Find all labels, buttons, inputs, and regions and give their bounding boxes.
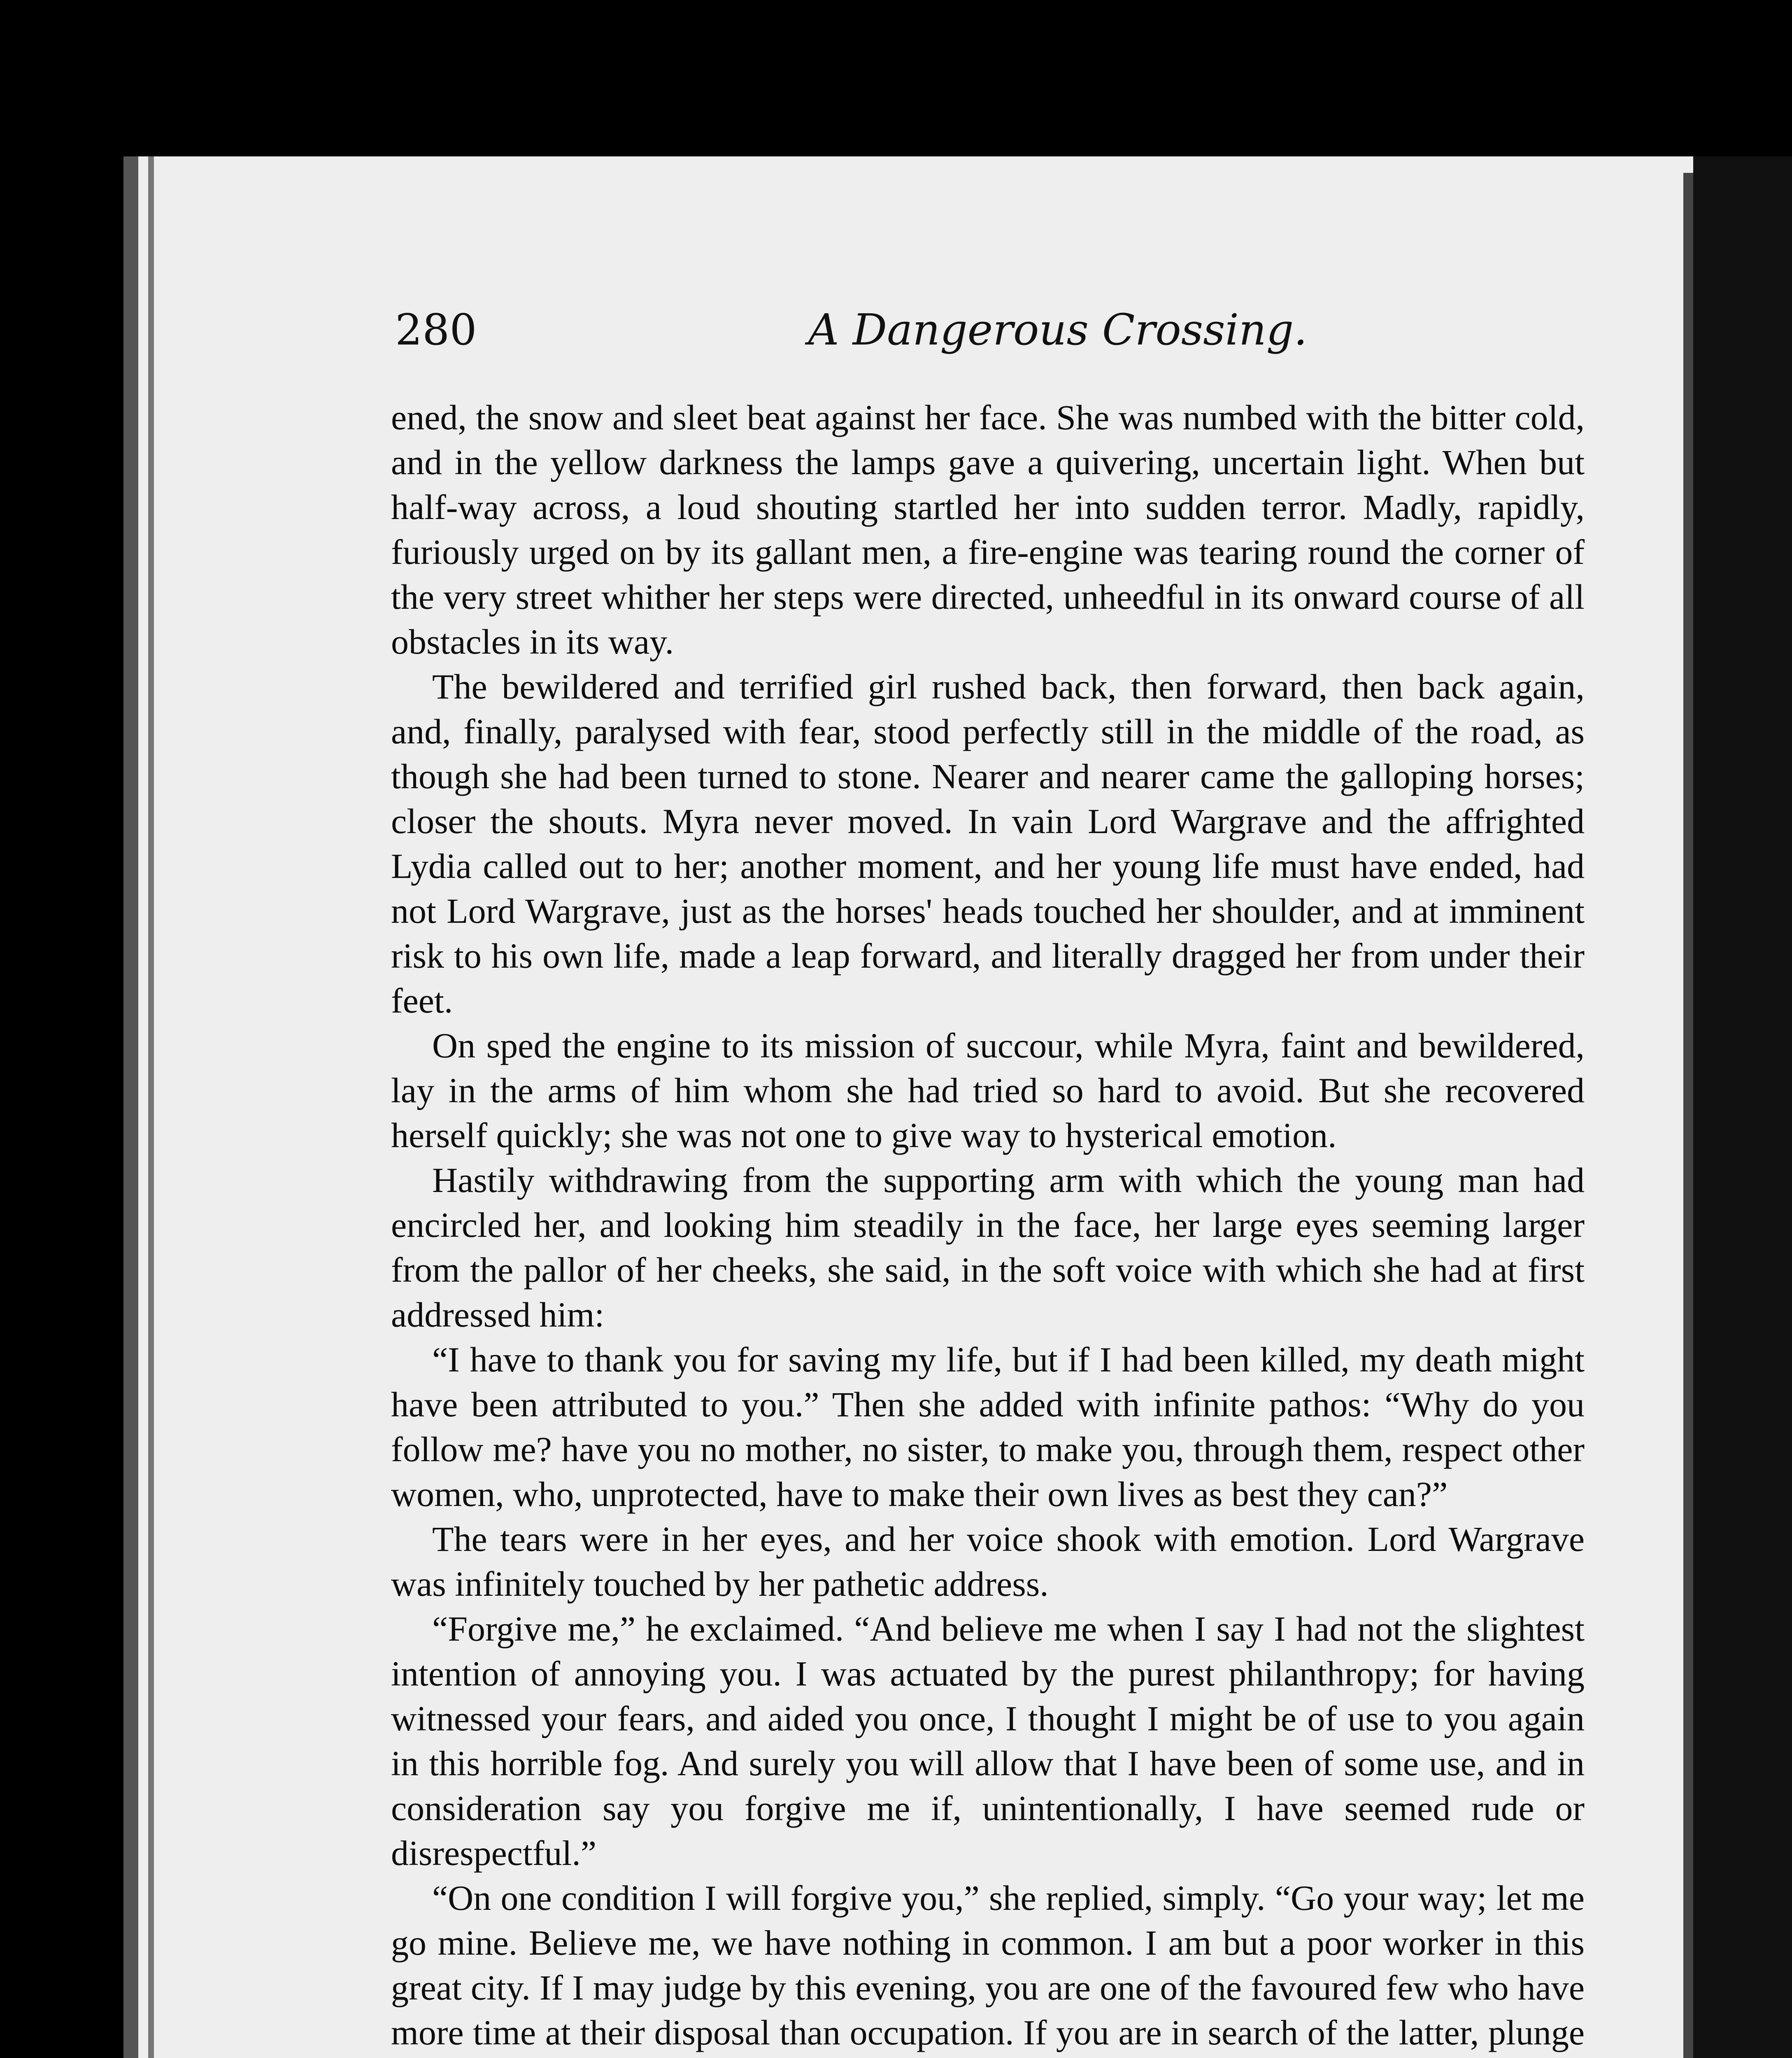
- paragraph: “Forgive me,” he exclaimed. “And believe me when I say I had not the slightest intention of annoying you. I was actuated by the purest philanthropy; for having witnessed your fears, and aided you once, I thought I might be of use to you again in this horrible fog. And surely you will allow that I have been of some use, and in consideration say you forgive me if, unintentionally, I have seemed rude or disrespectful.”: [391, 1609, 1585, 1873]
- book-spine-shadow: [123, 156, 138, 2058]
- paragraph: ened, the snow and sleet beat against her face. She was numbed with the bitter cold, and in the yellow darkness the lamps gave a quivering, uncertain light. When but half-way across, a loud shouting startled her into sudden terror. Madly, rapidly, furiously urged on by its gallant men, a fire-engine was tearing round the corner of the very street whither her steps were directed, unheedful in its onward course of all obstacles in its way.: [391, 398, 1585, 661]
- paragraph: “On one condition I will forgive you,” she replied, simply. “Go your way; let me go mine. Believe me, we have nothing in common. I am but a poor worker in this great city. If I may judge by this evening, you are one of the favoured few who have more time at their disposal than occupation. If you are in search of the latter, plunge: [391, 1878, 1585, 2052]
- page-right-edge: [1683, 173, 1693, 2058]
- paragraph: Hastily withdrawing from the supporting arm with which the young man had encircled her, and looking him steadily in the face, her large eyes seeming larger from the pallor of her cheeks, she said, in the soft voice with which she had at first addressed him:: [391, 1160, 1585, 1334]
- page-header: [395, 305, 1597, 370]
- paragraph: On sped the engine to its mission of succour, while Myra, faint and bewildered, lay in the arms of him whom she had tried so hard to avoid. But she recovered herself quickly; she was not one to give way to hysterical emotion.: [391, 1026, 1585, 1155]
- paragraph: The bewildered and terrified girl rushed back, then forward, then back again, and, finally, paralysed with fear, stood perfectly still in the middle of the road, as though she had been turned to stone. Nearer and nearer came the galloping horses; closer the shouts. Myra never moved. In vain Lord Wargrave and the affrighted Lydia called out to her; another moment, and her young life must have ended, had not Lord Wargrave, just as the horses' heads touched her shoulder, and at imminent risk to his own life, made a leap forward, and literally dragged her from under their feet.: [391, 667, 1585, 1020]
- page-number: 280: [395, 305, 477, 355]
- paragraph: The tears were in her eyes, and her voice shook with emotion. Lord Wargrave was infinitely touched by her pathetic address.: [391, 1519, 1585, 1604]
- book-spine-edge: [148, 156, 154, 2058]
- running-title: A Dangerous Crossing.: [808, 305, 1308, 355]
- paragraph: “I have to thank you for saving my life, but if I had been killed, my death might have been attributed to you.” Then she added with infinite pathos: “Why do you follow me? have you no mother, no sister, to make you, through them, respect other women, who, unprotected, have to make their own lives as best they can?”: [391, 1340, 1585, 1514]
- body-text: [391, 395, 1585, 2058]
- facing-page-shadow: [1693, 156, 1792, 2058]
